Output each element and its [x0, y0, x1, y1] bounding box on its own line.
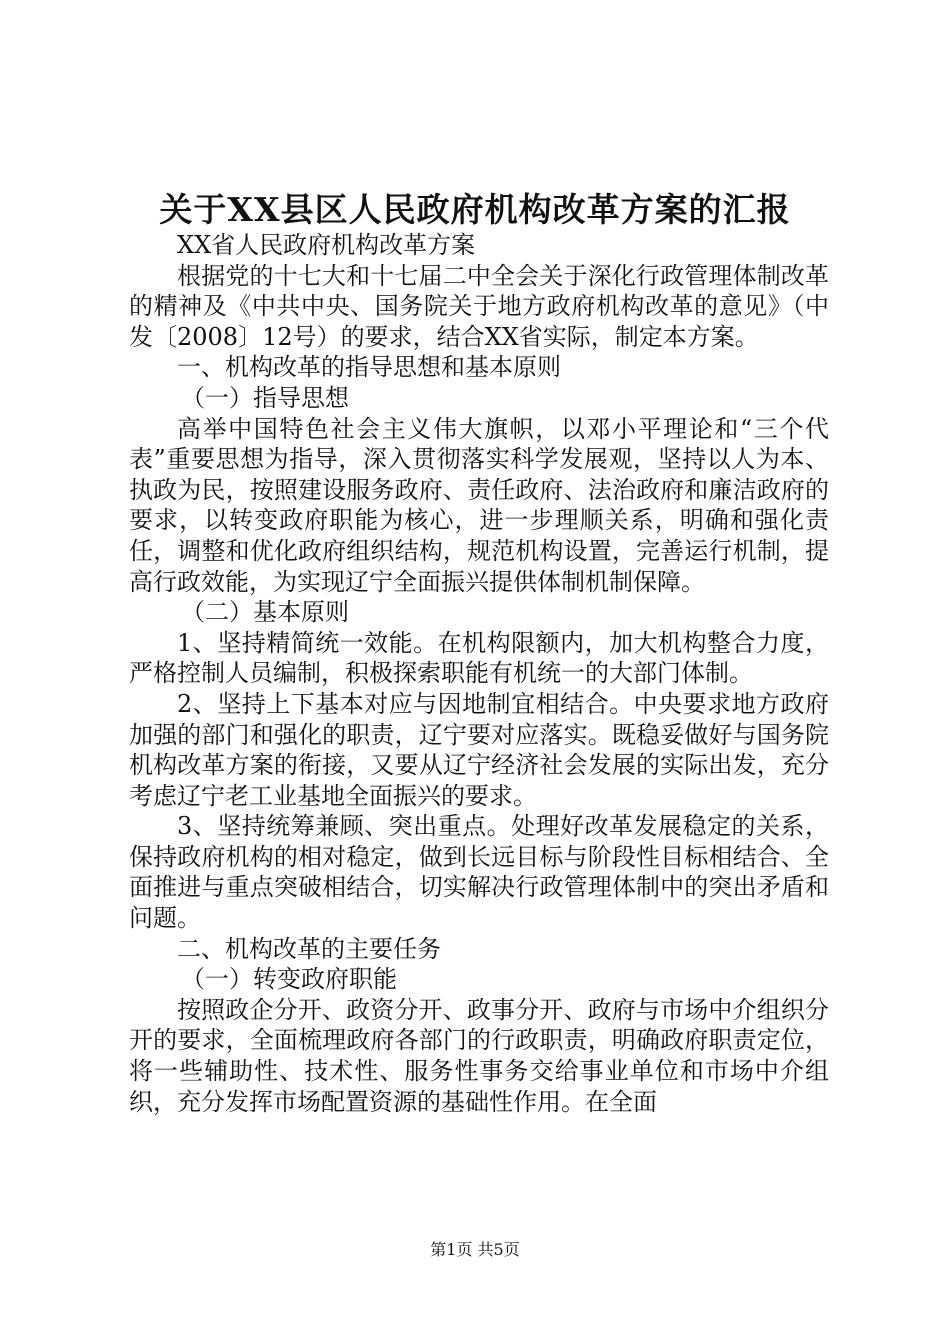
subsection-heading-basic-principles: （二）基本原则 — [181, 598, 349, 627]
subsection-heading-transform-functions: （一）转变政府职能 — [181, 965, 397, 994]
section-heading-1: 一、机构改革的指导思想和基本原则 — [177, 353, 561, 382]
paragraph-principle-2: 2、坚持上下基本对应与因地制宜相结合。中央要求地方政府加强的部门和强化的职责，辽宁要对应落实。既稳妥做好与国务院机构改革方案的衔接，又要从辽宁经济社会发展的实际出发，充分考虑辽宁老工业基地全面振兴的要求。 — [129, 689, 829, 810]
paragraph-doc-name: XX省人民政府机构改革方案 — [177, 231, 476, 259]
document-body — [129, 230, 829, 1117]
paragraph-transform-functions: 按照政企分开、政资分开、政事分开、政府与市场中介组织分开的要求，全面梳理政府各部门的行政职责，明确政府职责定位，将一些辅助性、技术性、服务性事务交给事业单位和市场中介组织，充分发挥市场配置资源的基础性作用。在全面 — [129, 995, 829, 1116]
page-number-footer: 第1页 共5页 — [430, 1240, 520, 1259]
document-title: 关于XX县区人民政府机构改革方案的汇报 — [159, 190, 791, 229]
paragraph-intro: 根据党的十七大和十七届二中全会关于深化行政管理体制改革的精神及《中共中央、国务院关于地方政府机构改革的意见》（中发〔2008〕12号）的要求，结合XX省实际，制定本方案。 — [129, 261, 829, 351]
paragraph-principle-3: 3、坚持统筹兼顾、突出重点。处理好改革发展稳定的关系，保持政府机构的相对稳定，做到长远目标与阶段性目标相结合、全面推进与重点突破相结合，切实解决行政管理体制中的突出矛盾和问题。 — [129, 812, 829, 933]
paragraph-principle-1: 1、坚持精简统一效能。在机构限额内，加大机构整合力度，严格控制人员编制，积极探索职能有机统一的大部门体制。 — [129, 628, 829, 688]
subsection-heading-guiding-thought: （一）指导思想 — [181, 383, 349, 412]
paragraph-guiding-thought: 高举中国特色社会主义伟大旗帜，以邓小平理论和“三个代表”重要思想为指导，深入贯彻落实科学发展观，坚持以人为本、执政为民，按照建设服务政府、责任政府、法治政府和廉洁政府的要求，以转变政府职能为核心，进一步理顺关系，明确和强化责任，调整和优化政府组织结构，规范机构设置，完善运行机制，提高行政效能，为实现辽宁全面振兴提供体制机制保障。 — [129, 414, 829, 596]
section-heading-2: 二、机构改革的主要任务 — [177, 934, 441, 963]
